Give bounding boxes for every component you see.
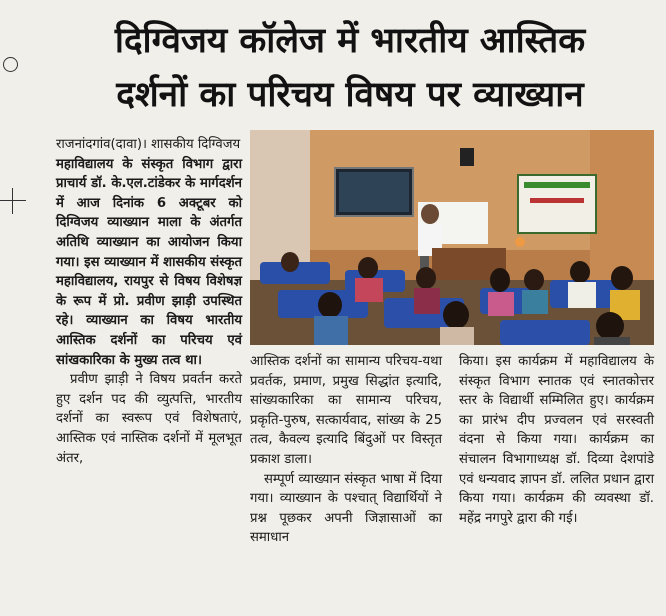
- registration-crosshair-icon: [0, 188, 26, 214]
- column2-line: सम्पूर्ण व्याख्यान संस्कृत: [264, 471, 377, 487]
- article-column-3: [459, 352, 654, 528]
- column2-line: परिचय, प्रकृति-पुरुष,: [250, 393, 442, 428]
- article-column-1: [56, 135, 242, 468]
- column1-line: महाविद्यालय के संस्कृत: [56, 156, 174, 172]
- column2-line: परिचय-यथा प्रवर्तक, प्रमाण,: [250, 354, 442, 389]
- column1-line: भारतीय आस्तिक दर्शनों का: [56, 313, 243, 348]
- lecture-photo: [250, 130, 654, 345]
- column3-line: विभागाध्यक्ष डॉ. दिव्या देशपांडे: [502, 451, 654, 467]
- column1-line: नास्तिक दर्शनों में मूलभूत अंतर,: [56, 430, 242, 466]
- column1-line: में आज दिनांक 6 अक्टूबर: [56, 195, 216, 211]
- column1-line: करते हुए दर्शन पद की व्युत्पत्ति,: [56, 372, 242, 407]
- column3-line: स्नातक एवं स्नातकोत्तर स्तर के: [459, 373, 654, 409]
- column3-line: एवं धन्यवाद ज्ञापन डॉ. ललित: [459, 471, 599, 487]
- column2-line: सांख्यकारिका का सामान्य: [250, 393, 392, 409]
- column1-line: परिचय एवं सांखकारिका के: [56, 332, 242, 368]
- column1-line: मुख्य तत्व था।: [134, 352, 202, 368]
- column1-line: रहे। व्याख्यान का विषय: [56, 313, 193, 329]
- headline-line-2: दर्शनों का परिचय विषय पर व्याख्यान: [116, 75, 584, 115]
- column2-line: भाषा में दिया गया। व्याख्यान के: [250, 471, 442, 507]
- column1-line: भारतीय दर्शनों का स्वरूप एवं: [56, 391, 242, 427]
- column3-line: द्वारा की गई।: [516, 510, 578, 526]
- column2-line: विस्तृत प्रकाश डाला।: [250, 432, 442, 467]
- column1-line: के.एल.टांडेकर के मार्गदर्शन: [111, 176, 242, 192]
- column3-line: कार्यक्रम का संचालन: [459, 432, 654, 467]
- column2-line: कैवल्य इत्यादि बिंदुओं पर: [278, 432, 405, 448]
- column1-line: इस व्याख्यान में शासकीय: [84, 254, 206, 270]
- column2-line: सत्कार्यवाद, सांख्य के 25 तत्व,: [250, 412, 442, 448]
- column2-line: पश्चात् विद्यार्थियों ने प्रश्न पूछकर: [250, 491, 443, 526]
- column2-paragraph-1: [250, 352, 442, 470]
- column1-line: शासकीय दिग्विजय: [151, 137, 241, 152]
- column1-intro-paragraph: [56, 155, 242, 371]
- dateline: राजनांदगांव(दावा)।: [56, 137, 147, 152]
- column3-line: की व्यवस्था डॉ. महेंद्र नगपुरे: [459, 491, 654, 526]
- column2-line: अपनी जिज्ञासाओं का समाधान: [250, 510, 442, 546]
- column2-line: आस्तिक दर्शनों का सामान्य: [250, 354, 381, 369]
- column1-line: विभाग द्वारा प्राचार्य डॉ.: [56, 156, 242, 192]
- article-column-2: [250, 352, 442, 548]
- registration-circle-icon: [3, 57, 18, 72]
- column3-paragraph: [459, 352, 654, 528]
- headline-line-1: दिग्विजय कॉलेज में भारतीय आस्तिक: [114, 21, 586, 61]
- column2-line: प्रमुख सिद्धांत इत्यादि,: [332, 373, 442, 389]
- column1-line: से विषय विशेषज्ञ के रूप में: [56, 274, 242, 309]
- column3-line: प्रधान द्वारा किया गया। कार्यक्रम: [459, 471, 654, 507]
- headline: [40, 14, 660, 122]
- column1-paragraph-2: [56, 370, 242, 468]
- column3-line: का प्रारंभ दीप प्रज्वलन एवं: [459, 412, 607, 428]
- column3-line: किया। इस कार्यक्रम में: [459, 354, 573, 369]
- column1-line: को दिग्विजय व्याख्यान माला: [56, 195, 242, 231]
- column2-paragraph-2: [250, 470, 442, 548]
- column1-line: प्रो. प्रवीण झाड़ी उपस्थित: [113, 293, 242, 309]
- column3-line: विद्यार्थी सम्मिलित हुए। कार्यक्रम: [499, 393, 654, 409]
- column1-line: के अंतर्गत अतिथि व्याख्यान: [56, 215, 242, 250]
- column1-line: का आयोजन किया गया।: [56, 234, 242, 270]
- column3-line: सरस्वती वंदना से किया गया।: [459, 412, 654, 448]
- column1-line: संस्कृत महाविद्यालय, रायपुर: [56, 254, 242, 290]
- column1-line: विशेषताएं, आस्तिक एवं: [56, 411, 242, 446]
- column3-line: महाविद्यालय के संस्कृत विभाग: [459, 354, 654, 389]
- column1-line: प्रवीण झाड़ी ने विषय प्रवर्तन: [70, 372, 213, 388]
- lecture-photo-illustration: [250, 130, 654, 345]
